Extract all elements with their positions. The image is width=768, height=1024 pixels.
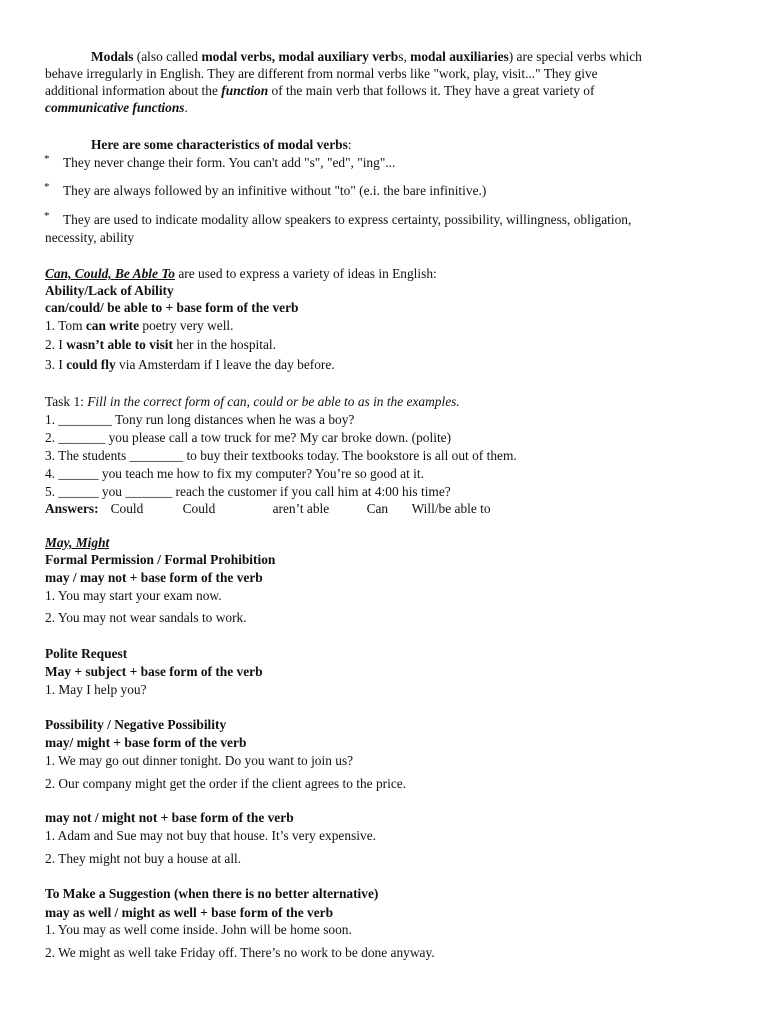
can-example-2: 2. I wasn’t able to visit her in the hospital. [45,337,276,352]
answers-label: Answers: [45,501,99,516]
answer-5: Will/be able to [411,501,491,516]
may-subheading-possibility: Possibility / Negative Possibility [45,717,227,732]
may-example-4: 1. We may go out dinner tonight. Do you want to join us? [45,753,354,768]
characteristic-item-3-continued: necessity, ability [45,230,135,245]
may-section-title: May, Might [45,535,110,550]
can-example-1: 1. Tom can write poetry very well. [45,318,234,333]
task1-answers [45,500,491,517]
intro-line-3: additional information about the function of the main verb that follows it. They have a great variety of [45,83,595,98]
intro-line-1: Modals (also called modal verbs, modal auxiliary verbs, modal auxiliaries) are special verbs which [91,49,642,64]
may-formula-1: may / may not + base form of the verb [45,570,263,585]
term-function: function [221,83,269,98]
intro-line-2: behave irregularly in English. They are different from normal verbs like "work, play, visit..." They give [45,66,598,81]
task1-item-1: 1. ________ Tony run long distances when he was a boy? [45,412,355,427]
bullet-icon: * [44,181,50,193]
may-subheading-suggestion: To Make a Suggestion (when there is no better alternative) [45,886,379,901]
characteristics-heading: Here are some characteristics of modal verbs: [91,137,352,152]
may-formula-3: may/ might + base form of the verb [45,735,247,750]
term-modal-verbs: modal verbs, modal auxiliary verb [201,49,399,64]
may-formula-2: May + subject + base form of the verb [45,664,263,679]
may-example-1: 1. You may start your exam now. [45,588,222,603]
may-subheading-polite-request: Polite Request [45,646,128,661]
term-modal-auxiliaries: modal auxiliaries [410,49,509,64]
characteristic-item-1: * They never change their form. You can't add "s", "ed", "ing"... [44,153,396,170]
characteristic-item-2: * They are always followed by an infinitive without "to" (e.i. the bare infinitive.) [44,181,487,198]
may-example-2: 2. You may not wear sandals to work. [45,610,247,625]
characteristic-item-3: * They are used to indicate modality allow speakers to express certainty, possibility, willingness, obligation, [44,210,632,227]
bullet-icon: * [44,153,50,165]
task1-item-2: 2. _______ you please call a tow truck for me? My car broke down. (polite) [45,430,452,445]
answer-2: Could [182,501,216,516]
task1-item-4: 4. ______ you teach me how to fix my computer? You’re so good at it. [45,466,424,481]
task1-item-3: 3. The students ________ to buy their textbooks today. The bookstore is all out of them. [45,448,517,463]
may-example-6: 1. Adam and Sue may not buy that house. It’s very expensive. [45,828,376,843]
term-communicative-functions: communicative functions [45,100,185,115]
may-subheading-permission: Formal Permission / Formal Prohibition [45,552,276,567]
bullet-icon: * [44,210,50,222]
can-subheading: Ability/Lack of Ability [45,283,174,298]
answer-4: Can [366,501,389,516]
may-example-3: 1. May I help you? [45,682,147,697]
may-example-7: 2. They might not buy a house at all. [45,851,242,866]
may-formula-4: may not / might not + base form of the verb [45,810,294,825]
can-formula: can/could/ be able to + base form of the verb [45,300,299,315]
answer-1: Could [110,501,144,516]
may-example-9: 2. We might as well take Friday off. There’s no work to be done anyway. [45,945,435,960]
can-example-3: 3. I could fly via Amsterdam if I leave the day before. [45,357,335,372]
task1-item-5: 5. ______ you _______ reach the customer if you call him at 4:00 his time? [45,484,451,499]
may-example-5: 2. Our company might get the order if the client agrees to the price. [45,776,407,791]
answer-3: aren’t able [272,501,330,516]
may-formula-5: may as well / might as well + base form of the verb [45,905,334,920]
intro-line-4: communicative functions. [45,100,188,115]
may-example-8: 1. You may as well come inside. John will be home soon. [45,922,352,937]
can-section-title: Can, Could, Be Able To are used to express a variety of ideas in English: [45,266,437,281]
task1-instruction: Task 1: Fill in the correct form of can, could or be able to as in the examples. [45,394,460,409]
term-modals: Modals [91,49,134,64]
